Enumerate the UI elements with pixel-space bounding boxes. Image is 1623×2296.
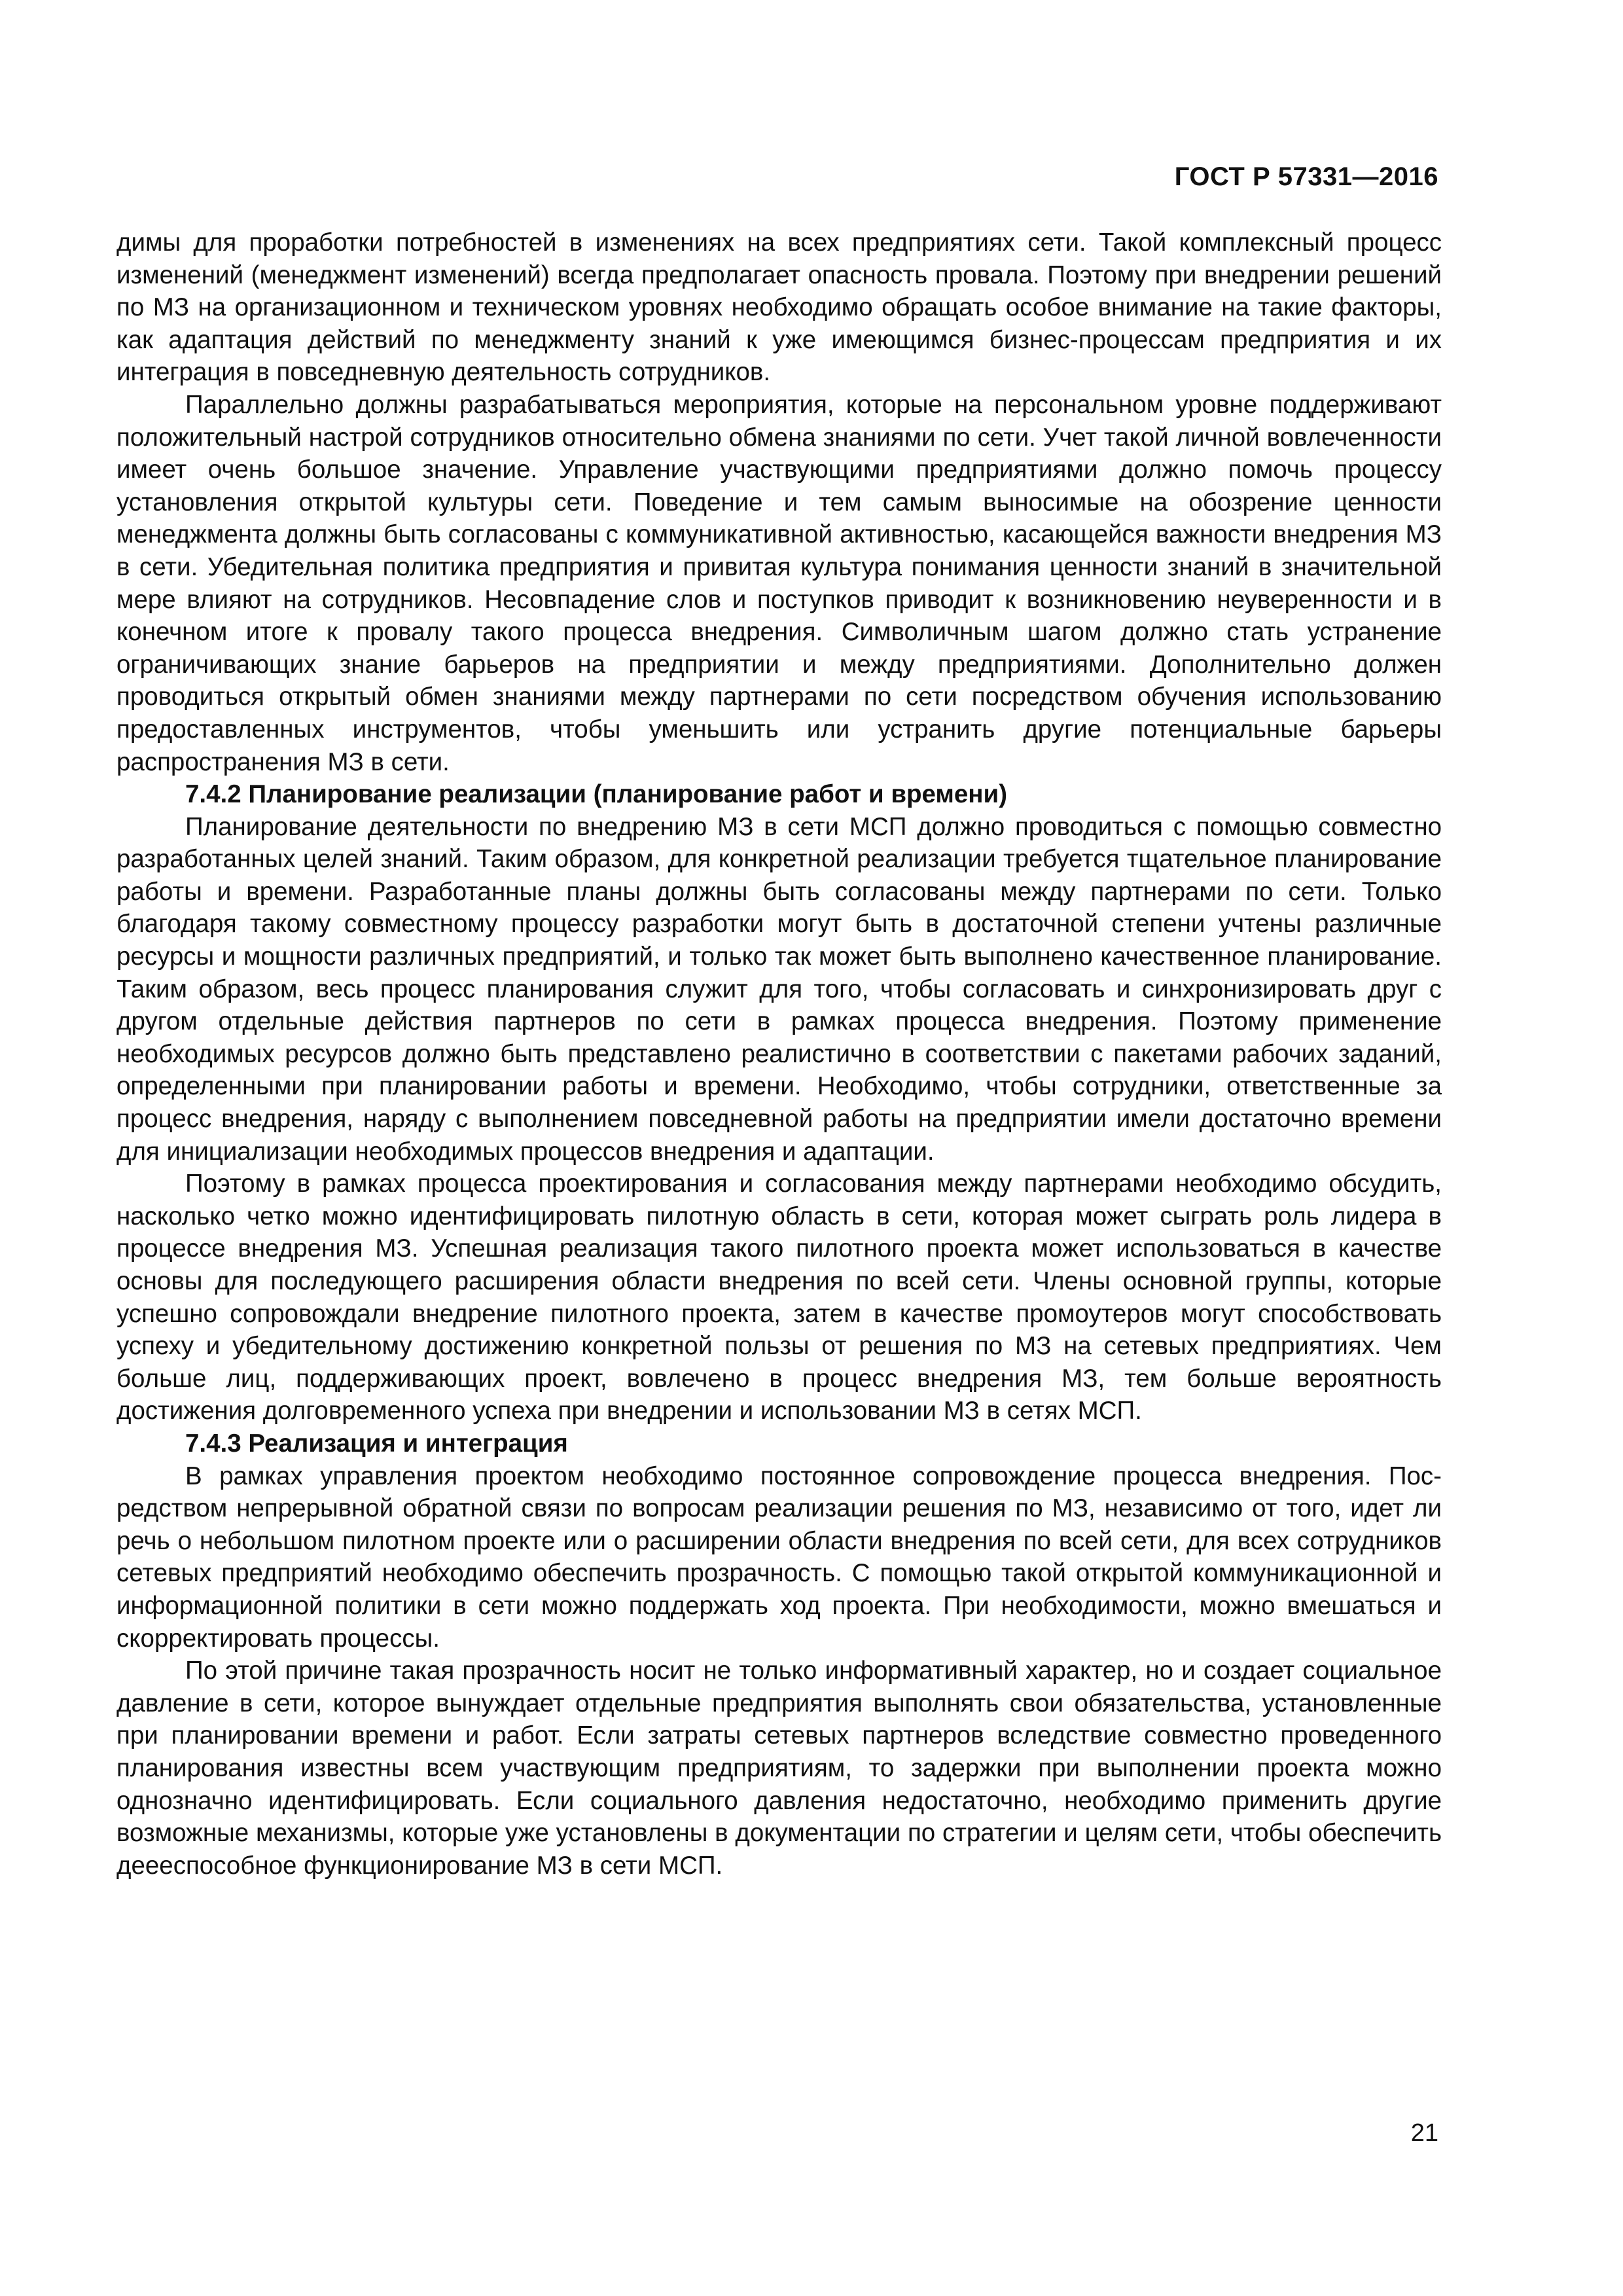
paragraph-transparency: По этой причине такая прозрачность носит не только информативный характер, но и создает социальное давление в сети, которое вынуждает отдельные предприятия выполнять свои обязательства, установленные при планировании времени и работ. Если затраты сетевых партнеров вследствие совместно проведенного планирования известны всем участвующим предприятиям, то задержки при выполнении проекта можно однозначно идентифицировать. Если социального давления недостаточно, необходимо применить другие возможные механизмы, которые уже установлены в документации по стратегии и целям сети, чтобы обеспечить деееспособное функционирование МЗ в сети МСП. — [116, 1657, 1442, 1880]
paragraph-personal-level: Параллельно должны разрабатываться мероприятия, которые на персональном уровне поддерживают положительный настрой сотрудников относительно обмена знаниями по сети. Учет такой личной вовлеченности имеет очень большое значение. Управление участвующими предприятиями должно помочь процессу установления открытой культуры сети. Поведение и тем самым выносимые на обозрение ценности менеджмента должны быть согласованы с коммуникативной активностью, касающейся важности внедрения МЗ в сети. Убедительная политика предприятия и привитая культура понимания ценности знаний в значительной мере влияют на сотрудников. Несовпадение слов и поступков приводит к возникновению неуверенности и в конечном итоге к провалу такого процесса внедрения. Символичным шагом должно стать устранение ограничивающих знание барьеров на предприятии и между предприятиями. Дополнительно должен проводиться открытый обмен знаниями между партнерами по сети посредством обучения использованию предоставленных инструментов, чтобы уменьшить или устранить другие потенциальные барьеры распространения МЗ в сети. — [116, 390, 1442, 776]
paragraph-planning: Планирование деятельности по внедрению МЗ в сети МСП должно проводиться с помощью совместно разработанных целей знаний. Таким образом, для конкретной реализации требуется тщательное планирование работы и времени. Разработанные планы должны быть согласованы между партнерами по сети. Только благодаря такому совместному процессу разработки могут быть в достаточной степени учтены различные ресурсы и мощности различных предприятий, и только так может быть выполнено качественное планирование. Таким образом, весь процесс планирования служит для того, чтобы согласовать и синхронизировать друг с другом отдельные действия партнеров по сети в рамках процесса внедрения. Поэтому применение необходимых ресурсов должно быть представлено реалистично в соответствии с пакетами рабочих заданий, определенными при планировании работы и времени. Необходимо, чтобы сотрудники, ответственные за процесс внедрения, наряду с выполнением повседневной работы на предприятии имели достаточно времени для инициализации необходимых процессов внедрения и адаптации. — [116, 812, 1442, 1166]
document-body — [116, 226, 1442, 1882]
paragraph-pilot-project: Поэтому в рамках процесса проектирования и согласования между партнерами необходимо обсудить, насколько четко можно идентифицировать пилотную область в сети, которая может сыграть роль лидера в процессе внедрения МЗ. Успешная реализация такого пилотного проекта может использоваться в качестве основы для последующего расширения области внедрения по всей сети. Члены основной группы, которые успешно сопровождали внедрение пилотного проекта, затем в качестве промоутеров могут способствовать успеху и убедительному достижению конкретной пользы от решения по МЗ на сетевых предприятиях. Чем больше лиц, поддерживающих проект, вовлечено в процесс внедрения МЗ, тем больше вероятность достижения долговременного успеха при внедрении и использовании МЗ в сетях МСП. — [116, 1170, 1442, 1426]
section-heading-7-4-3: 7.4.3 Реализация и интеграция — [185, 1429, 568, 1458]
section-heading-7-4-2: 7.4.2 Планирование реализации (планирование работ и времени) — [185, 780, 1008, 809]
document-id-header: ГОСТ Р 57331—2016 — [1174, 162, 1438, 191]
paragraph-continuation: димы для проработки потребностей в изменениях на всех предприятиях сети. Такой комплексный процесс изменений (менеджмент изменений) всегда предполагает опасность провала. Поэтому при внедрении решений по МЗ на организационном и техническом уровнях необходимо обращать особое внимание на такие факторы, как адаптация действий по менеджменту знаний к уже имеющимся бизнес-процессам предприятия и их интеграция в повседневную деятельность сотрудников. — [116, 228, 1442, 387]
paragraph-project-management: В рамках управления проектом необходимо постоянное сопровождение процесса внедрения. Посредством непрерывной обратной связи по вопросам реализации решения по МЗ, независимо от того, идет ли речь о небольшом пилотном проекте или о расширении области внедрения по всей сети, для всех сотрудников сетевых предприятий необходимо обеспечить прозрачность. С помощью такой открытой коммуникационной и информационной политики в сети можно поддержать ход проекта. При необходимости, можно вмешаться и скорректировать процессы. — [116, 1462, 1442, 1653]
page-number: 21 — [1410, 2119, 1438, 2147]
